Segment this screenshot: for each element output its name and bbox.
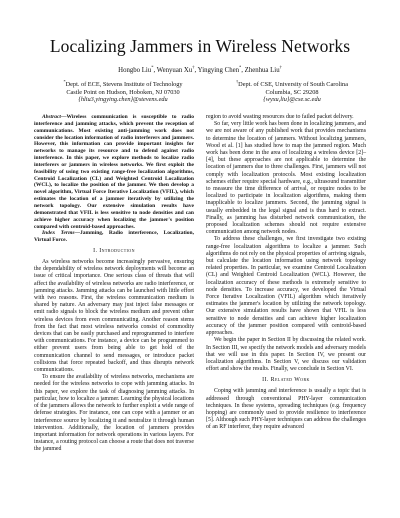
affiliation-email: {wyxu,liu}@cse.sc.edu (263, 96, 321, 104)
index-terms-label: Index Terms (42, 230, 75, 237)
affiliation-mark: † (236, 78, 239, 84)
affiliation-address: Columbia, SC 29208 (265, 88, 319, 96)
author-mark: † (192, 64, 195, 70)
author-mark: * (239, 64, 242, 70)
paragraph: So far, very little work has been done in localizing jammers, and we are not aware of any published work that provides mechanisms to determine the location of jammers. Without localizing jammers, Wood et al. [1] has studied how to map the jammed region. Much work has been done in the area of localizing a wireless device [2]–[4], but these approaches are not applicable to determine the location of jammers due to three challenges. First, jammers will not comply with localization protocols. Most existing localization schemes either require special hardware, e.g., ultrasound transmitter to measure the time difference of arrival, or require nodes to be localized to participate in localization algorithms, making them inapplicable to localize jammers. Second, the jamming signal is usually embedded in the legal signal and is thus hard to extract. Finally, as jamming has disturbed network communication, the proposed localization schemes should not require extensive communication among network nodes. (206, 121, 366, 236)
section-heading-introduction: I. Introduction (93, 248, 135, 255)
abstract-text: Wireless communication is susceptible to radio interference and jamming attacks, which prevent the reception of communications. Most existing anti-jamming work does not consider the location information of radio interferers and jammers. However, this information can provide important insights for networks to manage its resource and to defend against radio interference. In this paper, we explore methods to localize radio interferers or jammers in wireless networks. We first exploit the feasibility of using two existing range-free localization algorithms, Centroid Localization (CL) and Weighted Centroid Localization (WCL), to localize the position of the jammer. We then develop a novel algorithm, Virtual Force Iterative Localization (VFIL), which estimates the location of a jammer iteratively by utilizing the network topology. Our extensive simulation results have demonstrated that VFIL is less sensitive to node densities and can achieve higher accuracy when localizing the jammer's position compared with centroid-based approaches. (34, 114, 194, 230)
affiliation-usc (222, 78, 362, 104)
paragraph: To address these challenges, we first investigate two existing range-free localization algorithms to localize a jammer. Such algorithms do not rely on the physical properties of arriving signals, but calculate the location information using network topology related properties. In particular, we examine Centroid Localization (CL) and Weighted Centroid Localization (WCL). However, the localization accuracy of these methods is extremely sensitive to node densities. To increase accuracy, we developed the Virtual Force Iterative Localization (VFIL) algorithm which iteratively estimates the jammer's location by utilizing the network topology. Our extensive simulation results have shown that VFIL is less sensitive to node densities and can achieve higher localization accuracy of the jammer position compared with centroid-based approaches. (206, 236, 366, 337)
author-name: Zhenhua Liu (244, 67, 280, 74)
author-list: Hongbo Liu*, Wenyuan Xu†, Yingying Chen*, Zhenhua Liu† (118, 64, 282, 74)
paragraph: To ensure the availability of wireless networks, mechanisms are needed for the wireless networks to cope with jamming attacks. In this paper, we explore the task of diagnosing jamming attacks. In particular, how to localize a jammer. Learning the physical locations of the jammers allows the network to further exploit a wide range of defense strategies. For instance, one can cope with a jammer or an interference source by localizing it and neutralize it through human intervention. Additionally, the location of jammers provides important information for network operations in various layers. For instance, a routing protocol can choose a route that does not traverse the jammed (34, 374, 194, 453)
author-mark: * (151, 64, 154, 70)
index-terms: Index Terms—Jamming, Radio interference, Localization, Virtual Force. (34, 230, 194, 244)
author-name: Yingying Chen (197, 67, 240, 74)
left-column (34, 114, 194, 454)
paragraph: We begin the paper in Section II by discussing the related work. In Section III, we specify the network models and adversary models that we will use in this paper. In Section IV, we present our localization algorithms. In Section V, we discuss our validation effort and show the results. Finally, we conclude in Section VI. (206, 337, 366, 373)
author-name: Wenyuan Xu (156, 67, 193, 74)
paragraph: As wireless networks become increasingly pervasive, ensuring the dependability of wireless network deployments will become an issue of critical importance. One serious class of threats that will affect the availability of wireless networks are radio interference, or jamming attacks. Jamming attacks can be launched with little effort with two reasons. First, the wireless communication medium is shared by nature. An adversary may just inject false messages or emit radio signals to block the wireless medium and prevent other wireless devices from even communicating. Another reason stems from the fact that most wireless networks consist of commodity devices that can be easily purchased and reprogrammed to interfere with communications. For instance, a device can be programmed to either prevent users from being able to get hold of the communication channel to send messages, or introduce packet collisions that force repeated backoff, and thus disrupts network communications. (34, 259, 194, 374)
affiliation-dept: Dept. of ECE, Stevens Institute of Technology (65, 81, 183, 88)
paragraph: region to avoid wasting resources due to failed packet delivery. (206, 114, 354, 120)
right-column (206, 114, 366, 432)
affiliation-email: {hliu3,yingying.chen}@stevens.edu (78, 96, 168, 104)
paper-title: Localizing Jammers in Wireless Networks (49, 36, 351, 56)
affiliation-dept: Dept. of CSE, University of South Carolina (238, 81, 348, 88)
abstract-label: Abstract (42, 114, 61, 120)
author-mark: † (279, 64, 282, 70)
affiliation-mark: * (63, 78, 66, 84)
affiliation-stevens (46, 78, 200, 104)
index-terms-text: Jamming, Radio interference, Localization, Virtual Force. (34, 230, 194, 244)
section-heading-related-work: II. Related Work (262, 377, 310, 384)
affiliation-address: Castle Point on Hudson, Hoboken, NJ 07030 (66, 88, 180, 96)
abstract: Abstract—Wireless communication is susceptible to radio interference and jamming attacks, which prevent the reception of communications. Most existing anti-jamming work does not consider the location information of radio interferers and jammers. However, this information can provide important insights for networks to manage its resource and to defend against radio interference. In this paper, we explore methods to localize radio interferers or jammers in wireless networks. We first exploit the feasibility of using two existing range-free localization algorithms, Centroid Localization (CL) and Weighted Centroid Localization (WCL), to localize the position of the jammer. We then develop a novel algorithm, Virtual Force Iterative Localization (VFIL), which estimates the location of a jammer iteratively by utilizing the network topology. Our extensive simulation results have demonstrated that VFIL is less sensitive to node densities and can achieve higher accuracy when localizing the jammer's position compared with centroid-based approaches. (34, 114, 194, 230)
paragraph: Coping with jamming and interference is usually a topic that is addressed through conventional PHY-layer communication techniques. In these systems, spreading techniques (e.g. frequency hopping) are commonly used to provide resilience to interference [5]. Although such PHY-layer techniques can address the challenges of an RF interferer, they require advanced (206, 388, 366, 431)
author-name: Hongbo Liu (118, 67, 152, 74)
